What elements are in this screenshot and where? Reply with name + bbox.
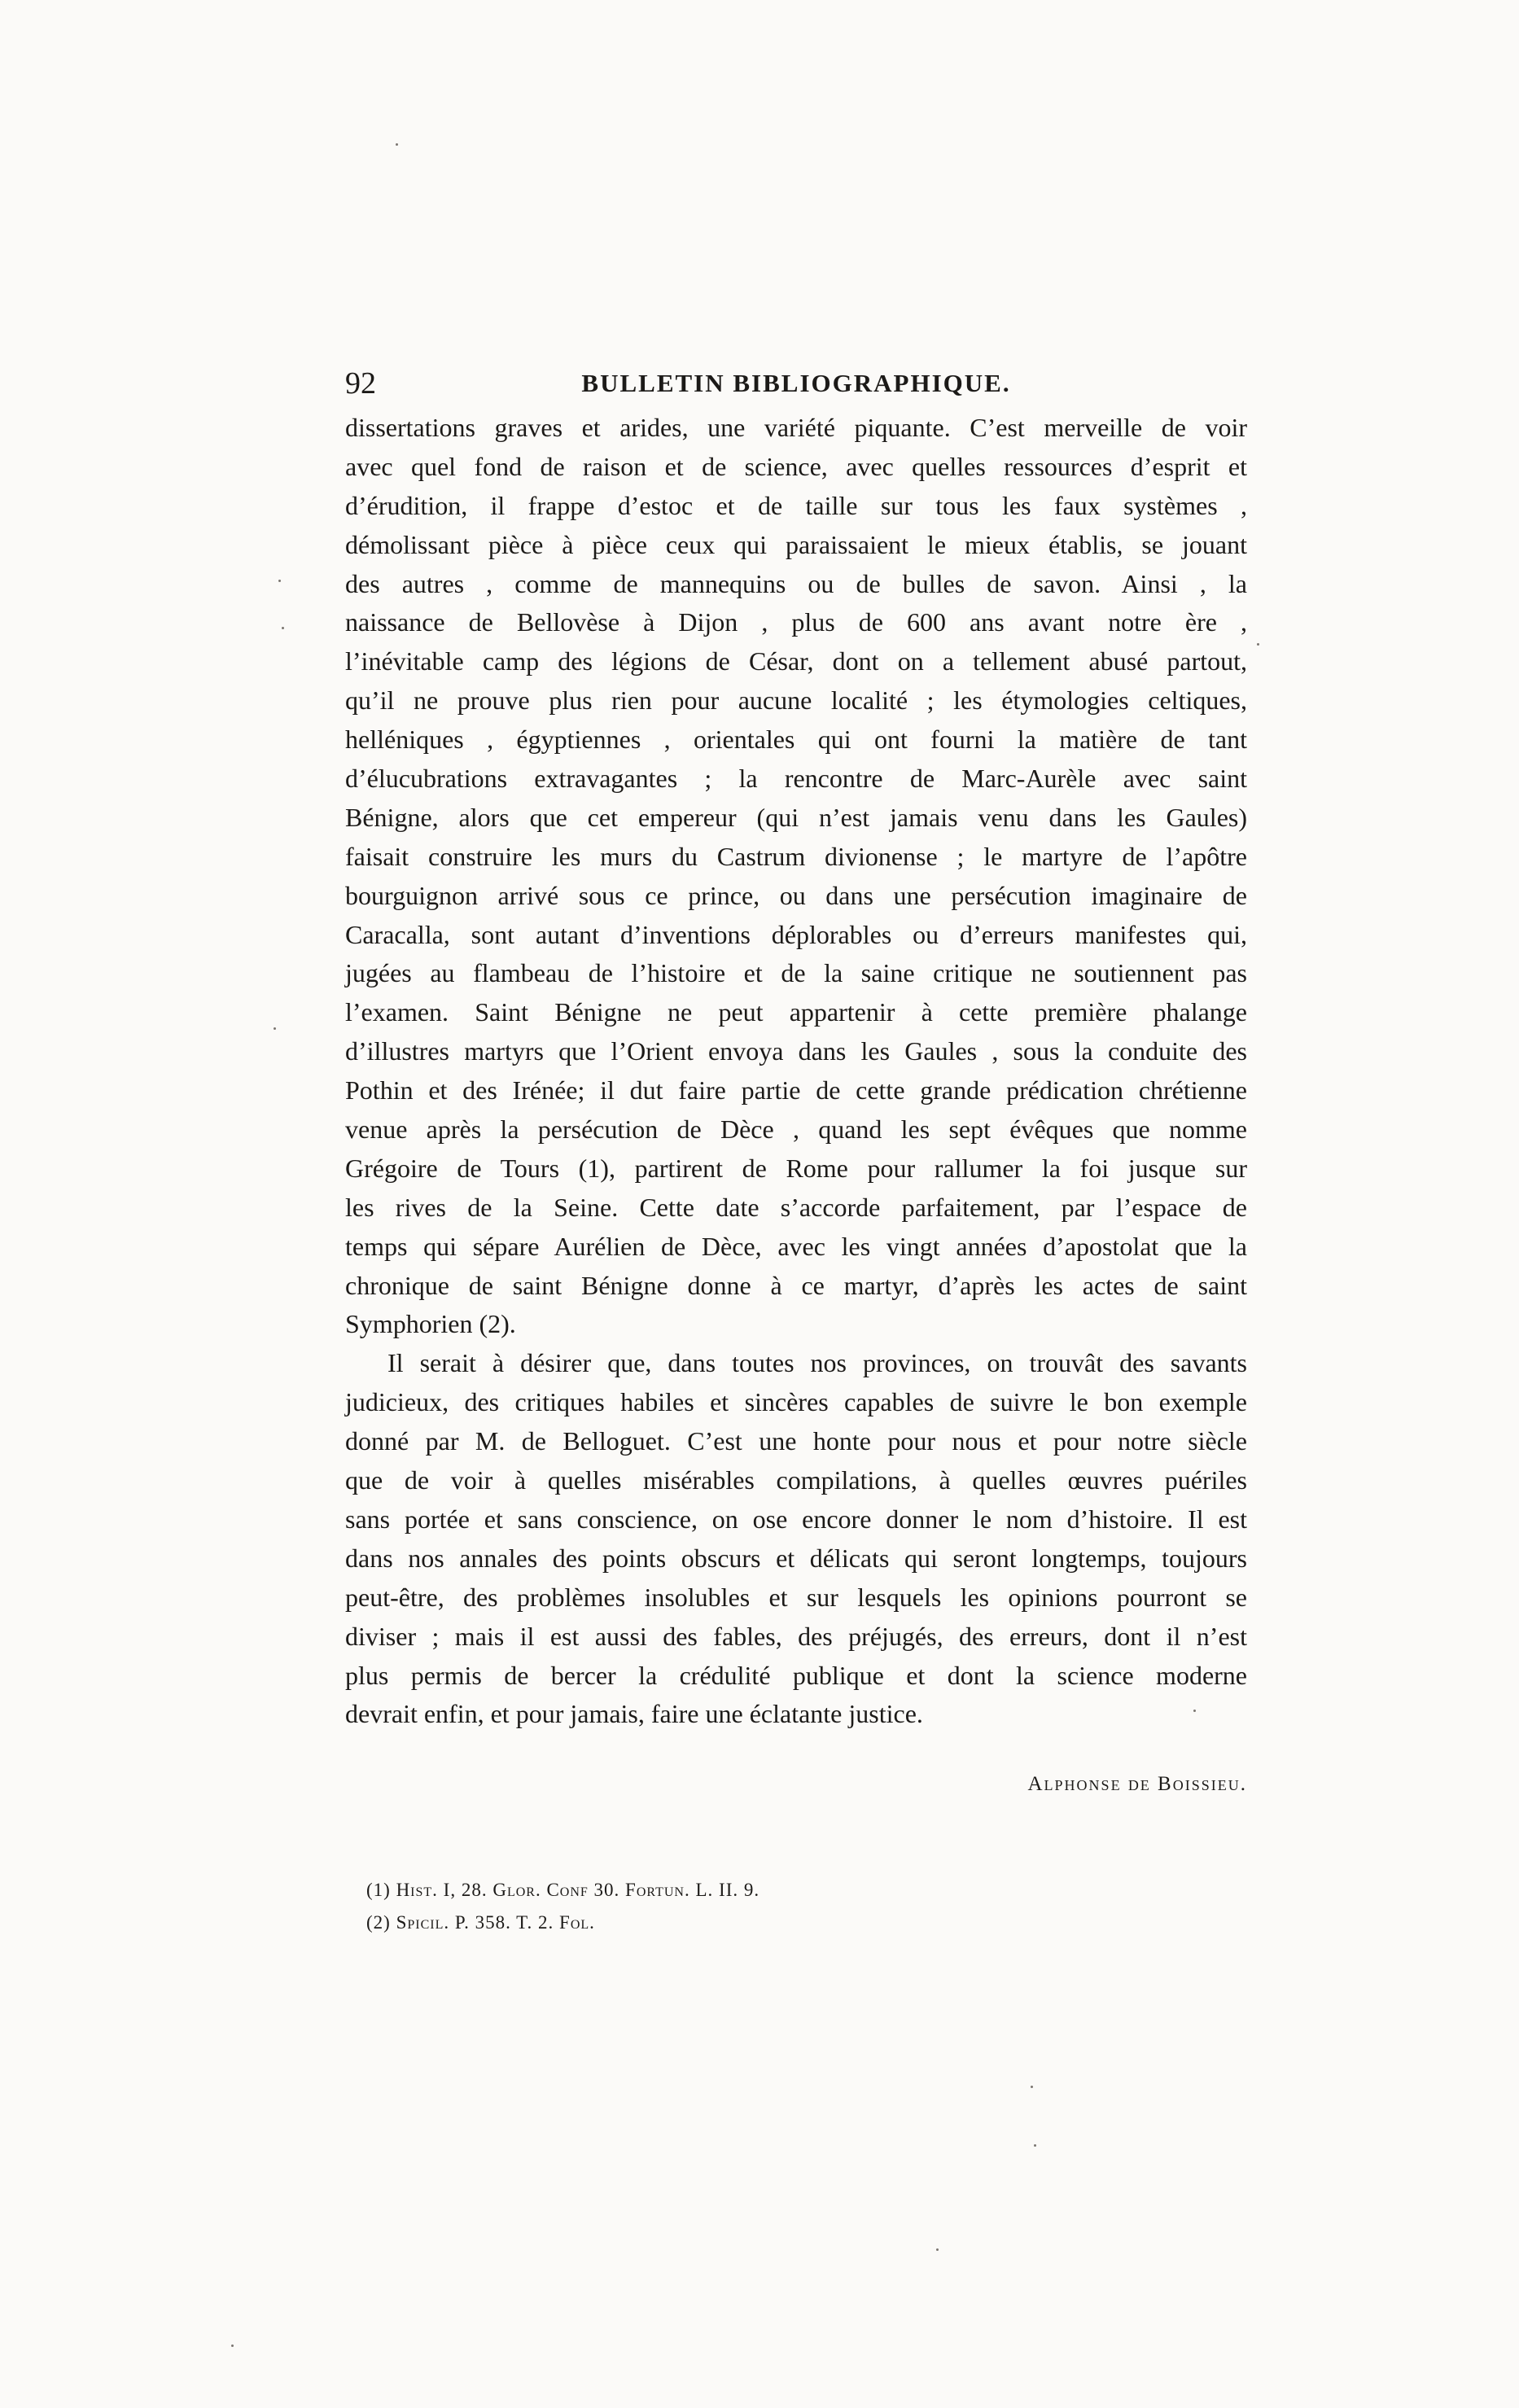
text-line: chronique de saint Bénigne donne à ce martyr, d’après les actes de saint xyxy=(345,1270,1247,1300)
text-line: Symphorien (2). xyxy=(345,1309,516,1339)
text-line: l’examen. Saint Bénigne ne peut appartenir à cette première phalange xyxy=(345,997,1247,1027)
text-line: qu’il ne prouve plus rien pour aucune localité ; les étymologies celtiques, xyxy=(345,685,1247,716)
paper-speck xyxy=(274,1027,276,1030)
text-line: des autres , comme de mannequins ou de bulles de savon. Ainsi , la xyxy=(345,568,1247,598)
text-line: d’illustres martyrs que l’Orient envoya dans les Gaules , sous la conduite des xyxy=(345,1036,1247,1066)
footnotes xyxy=(366,1874,760,1939)
text-line: peut-être, des problèmes insolubles et sur lesquels les opinions pourront se xyxy=(345,1582,1247,1612)
paper-speck xyxy=(1034,2144,1036,2147)
footnote: (2) Spicil. P. 358. T. 2. Fol. xyxy=(366,1912,595,1933)
text-line: helléniques , égyptiennes , orientales qui ont fourni la matière de tant xyxy=(345,725,1247,755)
text-line: avec quel fond de raison et de science, avec quelles ressources d’esprit et xyxy=(345,451,1247,481)
text-line: Bénigne, alors que cet empereur (qui n’est jamais venu dans les Gaules) xyxy=(345,802,1247,832)
text-line: Grégoire de Tours (1), partirent de Rome pour rallumer la foi jusque sur xyxy=(345,1153,1247,1183)
text-line: plus permis de bercer la crédulité publique et dont la science moderne xyxy=(345,1660,1247,1690)
text-line: que de voir à quelles misérables compilations, à quelles œuvres puériles xyxy=(345,1465,1247,1495)
text-line: temps qui sépare Aurélien de Dèce, avec les vingt années d’apostolat que la xyxy=(345,1231,1247,1261)
paragraph-1 xyxy=(345,409,1247,1344)
running-title: BULLETIN BIBLIOGRAPHIQUE. xyxy=(581,369,1011,397)
author-signature: Alphonse de Boissieu. xyxy=(1027,1773,1247,1795)
text-line: dans nos annales des points obscurs et délicats qui seront longtemps, toujours xyxy=(345,1543,1247,1573)
text-line: bourguignon arrivé sous ce prince, ou dans une persécution imaginaire de xyxy=(345,880,1247,910)
paper-speck xyxy=(231,2345,234,2347)
text-line: d’élucubrations extravagantes ; la rencontre de Marc-Aurèle avec saint xyxy=(345,764,1247,794)
paper-speck xyxy=(396,143,398,146)
text-line: donné par M. de Belloguet. C’est une honte pour nous et pour notre siècle xyxy=(345,1426,1247,1456)
text-line: les rives de la Seine. Cette date s’accorde parfaitement, par l’espace de xyxy=(345,1192,1247,1222)
text-line: faisait construire les murs du Castrum divionense ; le martyre de l’apôtre xyxy=(345,841,1247,871)
paper-speck xyxy=(936,2248,939,2251)
book-page xyxy=(345,0,1247,2408)
text-line: sans portée et sans conscience, on ose encore donner le nom d’histoire. Il est xyxy=(345,1504,1247,1534)
text-line: l’inévitable camp des légions de César, dont on a tellement abusé partout, xyxy=(345,646,1247,676)
footnote: (1) Hist. I, 28. Glor. Conf 30. Fortun. L. II. 9. xyxy=(366,1880,760,1900)
paper-speck xyxy=(278,580,281,582)
text-line: démolissant pièce à pièce ceux qui paraissaient le mieux établis, se jouant xyxy=(345,529,1247,559)
page-number: 92 xyxy=(345,366,376,401)
paper-speck xyxy=(1031,2086,1033,2088)
text-line: diviser ; mais il est aussi des fables, des préjugés, des erreurs, dont il n’est xyxy=(345,1621,1247,1651)
text-line: judicieux, des critiques habiles et sincères capables de suivre le bon exemple xyxy=(345,1387,1247,1417)
text-line: d’érudition, il frappe d’estoc et de taille sur tous les faux systèmes , xyxy=(345,490,1247,520)
text-line: Caracalla, sont autant d’inventions déplorables ou d’erreurs manifestes qui, xyxy=(345,919,1247,949)
paragraph-2 xyxy=(345,1344,1247,1734)
text-line: Pothin et des Irénée; il dut faire partie de cette grande prédication chrétienne xyxy=(345,1075,1247,1105)
paper-speck xyxy=(1193,1710,1196,1712)
text-line: dissertations graves et arides, une variété piquante. C’est merveille de voir xyxy=(345,413,1247,442)
body-text xyxy=(345,409,1247,1734)
text-line: venue après la persécution de Dèce , quand les sept évêques que nomme xyxy=(345,1114,1247,1145)
text-line: devrait enfin, et pour jamais, faire une éclatante justice. xyxy=(345,1699,923,1729)
paper-speck xyxy=(282,627,284,629)
text-line: jugées au flambeau de l’histoire et de la saine critique ne soutiennent pas xyxy=(345,958,1247,988)
page-header xyxy=(345,363,1247,404)
text-line: naissance de Bellovèse à Dijon , plus de 600 ans avant notre ère , xyxy=(345,607,1247,637)
paper-speck xyxy=(1257,643,1259,646)
text-line: Il serait à désirer que, dans toutes nos provinces, on trouvât des savants xyxy=(387,1348,1247,1378)
